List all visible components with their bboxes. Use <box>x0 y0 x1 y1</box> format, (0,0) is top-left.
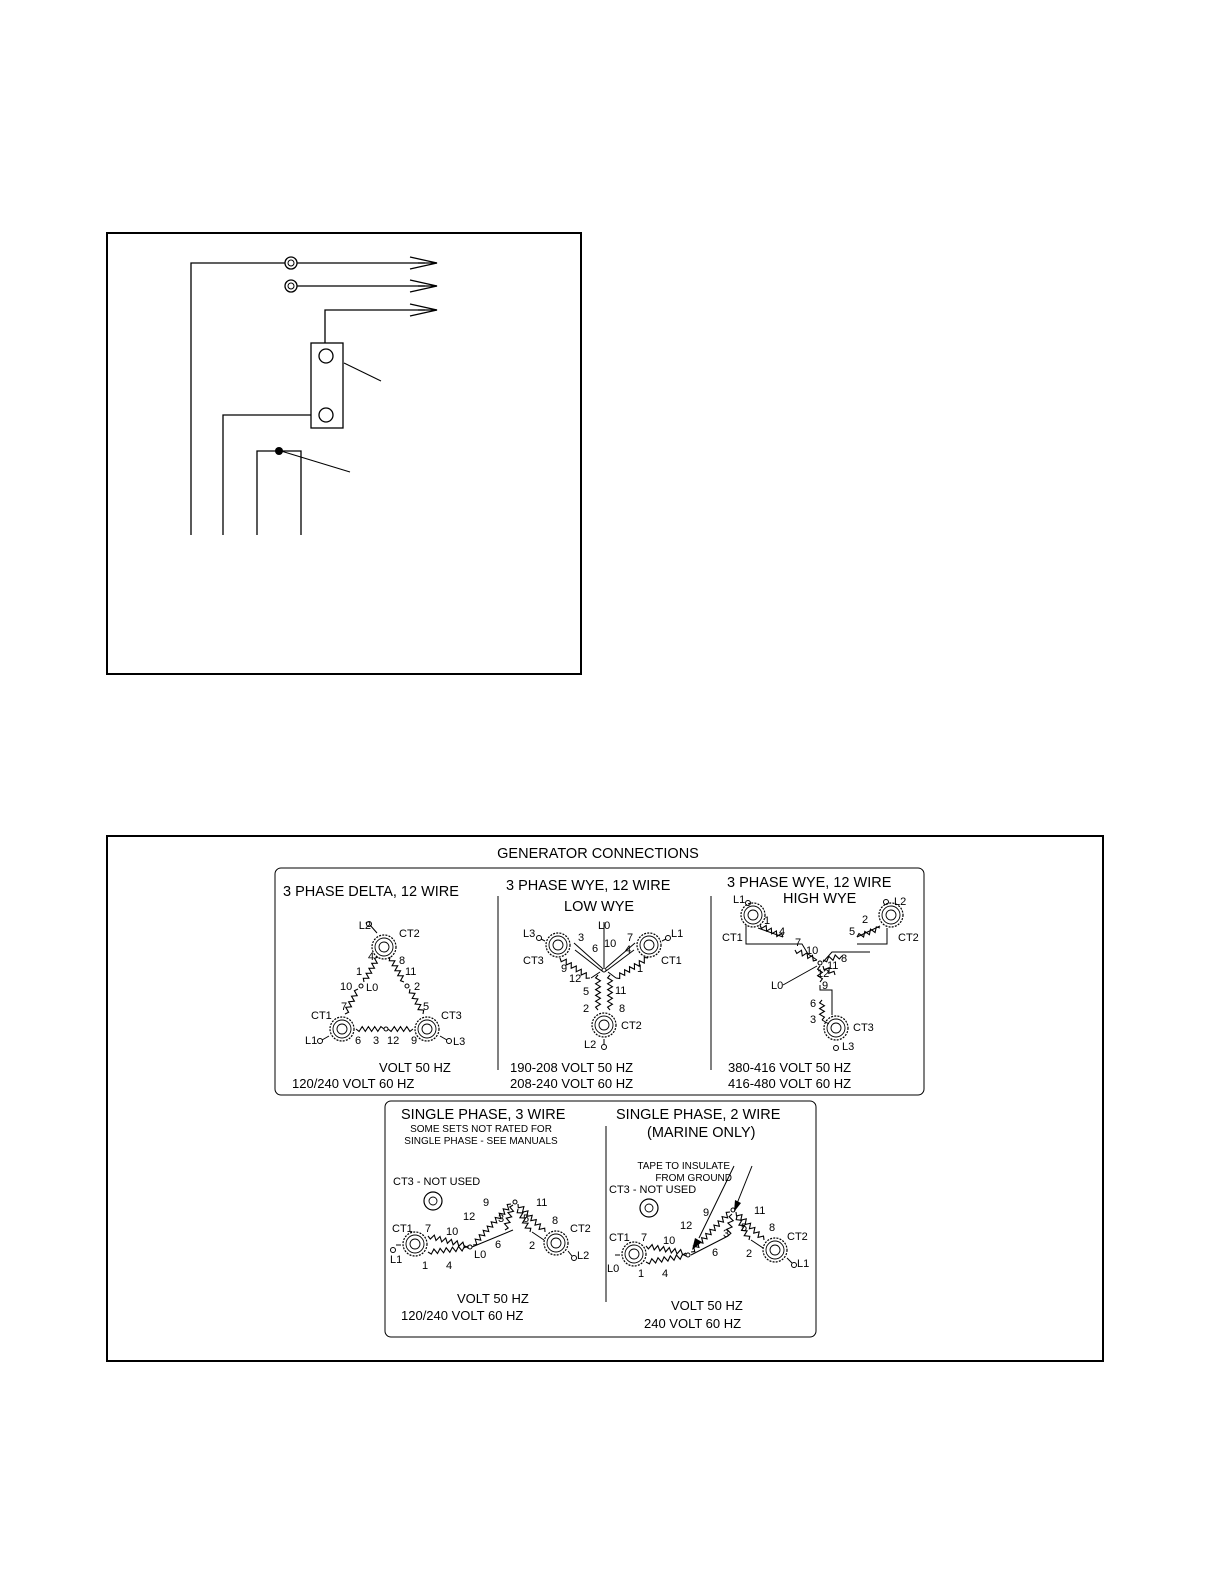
single-3-n1: 1 <box>422 1260 429 1272</box>
delta-n7: 7 <box>341 1001 348 1013</box>
generator-connections-title: GENERATOR CONNECTIONS <box>497 846 699 862</box>
winding-coil <box>388 1027 413 1032</box>
low-wye-ct3-label: CT3 <box>523 955 544 967</box>
high-wye-ct2-label: CT2 <box>898 932 919 944</box>
single-2-n10: 10 <box>663 1235 676 1247</box>
low-wye-n12: 12 <box>569 973 582 985</box>
low-wye-ct2-label: CT2 <box>621 1020 642 1032</box>
ct-coil-icon <box>546 933 570 957</box>
single-2-subheading: (MARINE ONLY) <box>647 1125 756 1141</box>
low-wye-subheading: LOW WYE <box>564 899 635 915</box>
single-3-ct1-label: CT1 <box>392 1223 413 1235</box>
single-2-l0-label: L0 <box>607 1263 620 1275</box>
high-wye-n3: 3 <box>810 1014 817 1026</box>
ct-coil-icon <box>330 1017 354 1041</box>
high-wye-l1-label: L1 <box>733 894 746 906</box>
single-2-ct3-note: CT3 - NOT USED <box>609 1184 697 1196</box>
delta-l0-label: L0 <box>366 982 379 994</box>
high-wye-n12: 12 <box>817 968 830 980</box>
winding-coil <box>820 1000 825 1020</box>
delta-n5: 5 <box>423 1001 430 1013</box>
single-3-n2: 2 <box>529 1240 536 1252</box>
high-wye-n11: 11 <box>827 960 839 972</box>
delta-n9: 9 <box>411 1035 418 1047</box>
single-2-n12: 12 <box>680 1220 693 1232</box>
high-wye-n7: 7 <box>795 937 802 949</box>
single-phase-3-wire-diagram <box>390 1107 591 1323</box>
ct-coil-icon <box>763 1238 787 1262</box>
delta-n8: 8 <box>399 955 406 967</box>
low-wye-l2-label: L2 <box>584 1039 597 1051</box>
ct3-unused-icon <box>424 1192 442 1210</box>
high-wye-n6: 6 <box>810 998 817 1010</box>
low-wye-ct1-label: CT1 <box>661 955 682 967</box>
single-3-n11: 11 <box>536 1197 548 1209</box>
single-2-n5: 5 <box>741 1222 748 1234</box>
single-2-rating-50: VOLT 50 HZ <box>671 1298 743 1313</box>
single-3-l1-label: L1 <box>390 1254 403 1266</box>
single-3-n5: 5 <box>523 1213 530 1225</box>
delta-n2: 2 <box>414 981 421 993</box>
single-2-n11: 11 <box>754 1205 766 1217</box>
top-schematic-frame <box>107 233 581 674</box>
high-wye-n10: 10 <box>806 945 819 957</box>
single-3-heading: SINGLE PHASE, 3 WIRE <box>401 1107 566 1123</box>
delta-n4: 4 <box>368 951 375 963</box>
high-wye-l3-label: L3 <box>842 1041 855 1053</box>
low-wye-n3: 3 <box>578 932 585 944</box>
high-wye-n8: 8 <box>841 953 848 965</box>
low-wye-n8: 8 <box>619 1003 626 1015</box>
top-schematic <box>107 233 581 674</box>
single-2-n7: 7 <box>641 1232 648 1244</box>
delta-ct2-label: CT2 <box>399 928 420 940</box>
ct-coil-icon <box>637 933 661 957</box>
schematic-wires <box>191 263 425 535</box>
low-wye-n5: 5 <box>583 986 590 998</box>
ct-coil-icon <box>592 1013 616 1037</box>
single-3-note-1: SOME SETS NOT RATED FOR <box>410 1124 552 1135</box>
low-wye-n2: 2 <box>583 1003 590 1015</box>
high-wye-n1: 1 <box>764 915 771 927</box>
single-3-l2-label: L2 <box>577 1250 590 1262</box>
ct-coil-icon <box>415 1017 439 1041</box>
high-wye-rating-60: 416-480 VOLT 60 HZ <box>728 1076 852 1091</box>
single-3-note-2: SINGLE PHASE - SEE MANUALS <box>404 1136 558 1147</box>
single-2-n2: 2 <box>746 1248 753 1260</box>
single-3-rating-60: 120/240 VOLT 60 HZ <box>401 1308 524 1323</box>
single-3-n8: 8 <box>552 1215 559 1227</box>
low-wye-n6: 6 <box>592 943 599 955</box>
high-wye-diagram <box>722 875 919 1091</box>
delta-l3-label: L3 <box>453 1036 466 1048</box>
low-wye-n1: 1 <box>637 963 644 975</box>
winding-coil <box>608 975 613 1010</box>
single-2-heading: SINGLE PHASE, 2 WIRE <box>616 1107 781 1123</box>
single-2-n1: 1 <box>638 1268 645 1280</box>
single-3-rating-50: VOLT 50 HZ <box>457 1291 529 1306</box>
winding-coil <box>646 1254 686 1264</box>
high-wye-ct3-label: CT3 <box>853 1022 874 1034</box>
low-wye-n9: 9 <box>561 963 568 975</box>
single-3-n7: 7 <box>425 1223 432 1235</box>
winding-coil <box>428 1246 468 1254</box>
low-wye-l1-label: L1 <box>671 928 684 940</box>
single-2-tape-note-1: TAPE TO INSULATE <box>637 1161 730 1172</box>
low-wye-rating-60: 208-240 VOLT 60 HZ <box>510 1076 634 1091</box>
single-2-n9: 9 <box>703 1207 710 1219</box>
ct3-unused-icon <box>640 1199 658 1217</box>
winding-coil <box>356 1027 384 1032</box>
high-wye-heading: 3 PHASE WYE, 12 WIRE <box>727 875 892 891</box>
low-wye-rating-50: 190-208 VOLT 50 HZ <box>510 1060 634 1075</box>
single-3-n4: 4 <box>446 1260 453 1272</box>
delta-l1-label: L1 <box>305 1035 318 1047</box>
single-3-ct2-label: CT2 <box>570 1223 591 1235</box>
high-wye-ct1-label: CT1 <box>722 932 743 944</box>
delta-l2-label: L2 <box>358 920 371 932</box>
ct-coil-icon <box>824 1016 848 1040</box>
single-3-ct3-note: CT3 - NOT USED <box>393 1176 481 1188</box>
delta-ct1-label: CT1 <box>311 1010 332 1022</box>
single-2-ct1-label: CT1 <box>609 1232 630 1244</box>
high-wye-subheading: HIGH WYE <box>783 891 857 907</box>
single-3-n6: 6 <box>495 1239 502 1251</box>
low-wye-n7: 7 <box>627 932 634 944</box>
delta-n11: 11 <box>405 966 417 978</box>
delta-ct3-label: CT3 <box>441 1010 462 1022</box>
ct-coil-icon <box>741 903 765 927</box>
terminal-ring-2 <box>285 280 297 292</box>
low-wye-n10: 10 <box>604 938 617 950</box>
single-3-l0-label: L0 <box>474 1249 487 1261</box>
delta-rating-60: 120/240 VOLT 60 HZ <box>292 1076 415 1091</box>
single-phase-2-wire-diagram <box>607 1107 809 1331</box>
low-wye-n4: 4 <box>625 944 632 956</box>
low-wye-heading: 3 PHASE WYE, 12 WIRE <box>506 878 671 894</box>
winding-coil <box>616 958 648 979</box>
delta-rating-50: VOLT 50 HZ <box>379 1060 451 1075</box>
delta-n3: 3 <box>373 1035 380 1047</box>
terminal-block <box>311 343 343 428</box>
single-2-n8: 8 <box>769 1222 776 1234</box>
single-3-n9: 9 <box>483 1197 490 1209</box>
ct-coil-icon <box>372 935 396 959</box>
high-wye-n2: 2 <box>862 914 869 926</box>
high-wye-l0-label: L0 <box>771 980 784 992</box>
single-3-n12: 12 <box>463 1211 476 1223</box>
high-wye-l2-label: L2 <box>894 896 907 908</box>
ct-coil-icon <box>622 1242 646 1266</box>
single-2-n3: 3 <box>723 1228 730 1240</box>
delta-n1: 1 <box>356 966 363 978</box>
single-2-l1-label: L1 <box>797 1258 810 1270</box>
single-2-rating-60: 240 VOLT 60 HZ <box>644 1316 742 1331</box>
terminal-ring-1 <box>285 257 297 269</box>
single-3-n3: 3 <box>498 1213 505 1225</box>
delta-heading: 3 PHASE DELTA, 12 WIRE <box>283 884 459 900</box>
single-3-n10: 10 <box>446 1226 459 1238</box>
low-wye-l3-label: L3 <box>523 928 536 940</box>
single-2-n4: 4 <box>662 1268 669 1280</box>
single-2-n6: 6 <box>712 1247 719 1259</box>
single-2-tape-note-2: FROM GROUND <box>655 1173 732 1184</box>
delta-n12: 12 <box>387 1035 400 1047</box>
delta-diagram <box>283 884 465 1091</box>
high-wye-rating-50: 380-416 VOLT 50 HZ <box>728 1060 852 1075</box>
low-wye-diagram <box>506 878 683 1091</box>
junction-dot <box>275 447 283 455</box>
ct-coil-icon <box>544 1231 568 1255</box>
winding-coil <box>596 975 601 1010</box>
high-wye-n4: 4 <box>779 926 786 938</box>
tape-pointer-line-2 <box>736 1166 752 1206</box>
single-2-ct2-label: CT2 <box>787 1231 808 1243</box>
low-wye-l0-label: L0 <box>598 920 611 932</box>
delta-n10: 10 <box>340 981 353 993</box>
ct-coil-icon <box>403 1232 427 1256</box>
high-wye-n9: 9 <box>822 980 829 992</box>
delta-n6: 6 <box>355 1035 362 1047</box>
high-wye-n5: 5 <box>849 926 856 938</box>
low-wye-n11: 11 <box>615 985 627 997</box>
